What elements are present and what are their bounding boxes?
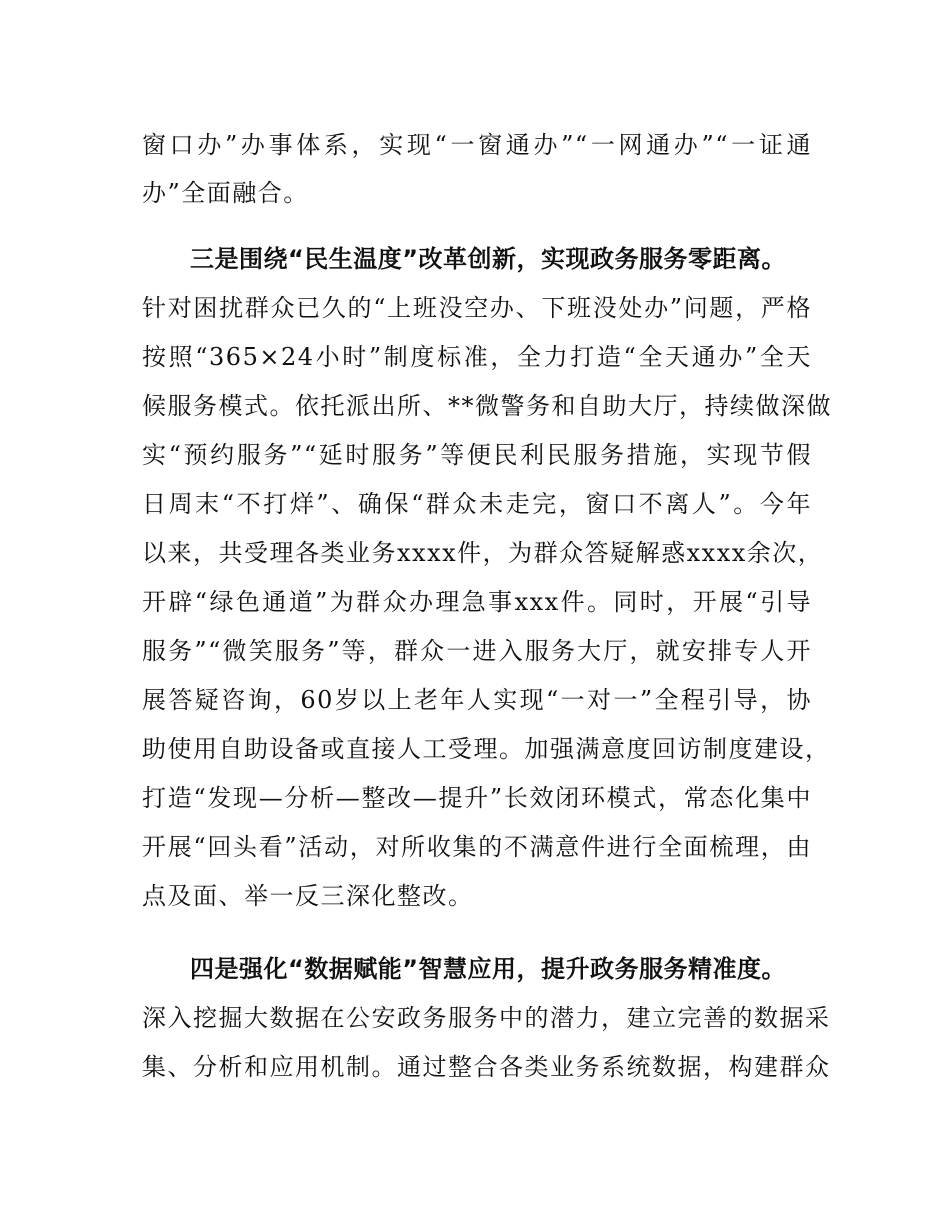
section-heading-3: 三是围绕“民生温度”改革创新，实现政务服务零距离。	[190, 245, 787, 273]
body-text-line: 以来，共受理各类业务xxxx件，为群众答疑解惑xxxx余次，	[142, 539, 824, 567]
body-text-line: 开辟“绿色通道”为群众办理急事xxx件。同时，开展“引导	[142, 588, 812, 616]
body-text-line: 窗口办”办事体系，实现“一窗通办”“一网通办”“一证通	[142, 131, 812, 159]
section-heading-4: 四是强化“数据赋能”智慧应用，提升政务服务精准度。	[190, 955, 787, 983]
body-text-line: 展答疑咨询，60岁以上老年人实现“一对一”全程引导，协	[142, 686, 812, 714]
body-text-line: 集、分析和应用机制。通过整合各类业务系统数据，构建群众	[142, 1053, 831, 1081]
body-text-line: 实“预约服务”“延时服务”等便民利民服务措施，实现节假	[142, 441, 812, 469]
body-text-line: 打造“发现—分析—整改—提升”长效闭环模式，常态化集中	[142, 784, 812, 812]
body-text-line: 日周末“不打烊”、确保“群众未走完，窗口不离人”。今年	[142, 490, 812, 518]
body-text-line: 助使用自助设备或直接人工受理。加强满意度回访制度建设，	[142, 735, 831, 763]
body-text-line: 办”全面融合。	[142, 179, 309, 207]
body-text-line: 开展“回头看”活动，对所收集的不满意件进行全面梳理，由	[142, 833, 812, 861]
body-text-line: 针对困扰群众已久的“上班没空办、下班没处办”问题，严格	[142, 294, 812, 322]
body-text-line: 候服务模式。依托派出所、**微警务和自助大厅，持续做深做	[142, 392, 832, 420]
body-text-line: 服务”“微笑服务”等，群众一进入服务大厅，就安排专人开	[142, 637, 812, 665]
body-text-line: 深入挖掘大数据在公安政务服务中的潜力，建立完善的数据采	[142, 1004, 831, 1032]
body-text-line: 按照“365×24小时”制度标准，全力打造“全天通办”全天	[142, 343, 812, 371]
body-text-line: 点及面、举一反三深化整改。	[142, 882, 474, 910]
